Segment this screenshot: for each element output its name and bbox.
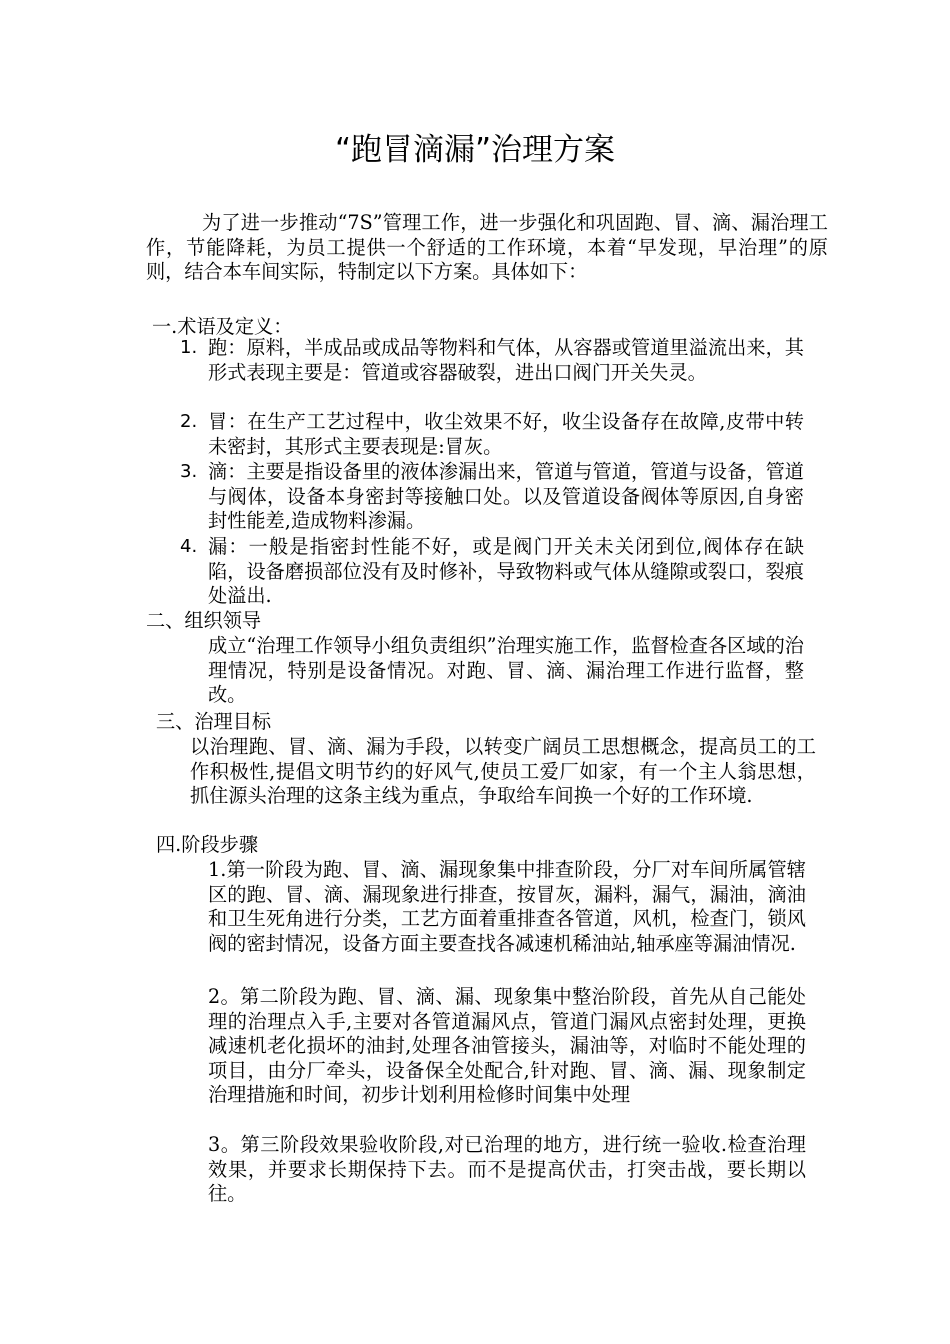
list-number: 4. <box>180 536 198 557</box>
section-heading-steps: 四.阶段步骤 <box>156 833 259 856</box>
list-number: 1. <box>180 337 198 358</box>
definition-text: 滴：主要是指设备里的液体渗漏出来，管道与管道，管道与设备，管道与阀体，设备本身密封等接触口处。以及管道设备阀体等原因,自身密封性能差,造成物料渗漏。 <box>208 460 804 533</box>
section-heading-definitions: 一.术语及定义： <box>152 315 293 338</box>
document-title: “跑冒滴漏”治理方案 <box>334 132 616 168</box>
step-paragraph-1: 1.第一阶段为跑、冒、滴、漏现象集中排查阶段，分厂对车间所属管辖区的跑、冒、滴、漏现象进行排查，按冒灰，漏料，漏气，漏油，滴油和卫生死角进行分类，工艺方面着重排查各管道，风机，检查门，锁风阀的密封情况，设备方面主要查找各减速机稀油站,轴承座等漏油情况. <box>208 858 806 955</box>
section-heading-organization: 二、组织领导 <box>146 609 262 632</box>
definition-text: 冒：在生产工艺过程中，收尘效果不好，收尘设备存在故障,皮带中转未密封，其形式主要表现是:冒灰。 <box>208 410 804 458</box>
definition-text: 跑：原料，半成品或成品等物料和气体，从容器或管道里溢流出来，其形式表现主要是：管道或容器破裂，进出口阀门开关失灵。 <box>208 336 804 384</box>
definition-item-drip <box>180 460 804 534</box>
definition-item-emit <box>180 410 804 459</box>
section-heading-goals: 三、治理目标 <box>156 710 272 733</box>
organization-paragraph: 成立“治理工作领导小组负责组织”治理实施工作，监督检查各区域的治理情况，特别是设备情况。对跑、冒、滴、漏治理工作进行监督，整改。 <box>208 634 804 707</box>
definition-item-leak <box>180 535 804 609</box>
intro-paragraph: 为了进一步推动“7S”管理工作，进一步强化和巩固跑、冒、滴、漏治理工作，节能降耗，为员工提供一个舒适的工作环境，本着“早发现，早治理”的原则，结合本车间实际，特制定以下方案。具体如下： <box>146 211 828 284</box>
list-number: 3. <box>180 461 198 482</box>
step-paragraph-3: 3。第三阶段效果验收阶段,对已治理的地方，进行统一验收.检查治理效果，并要求长期保持下去。而不是提高伏击，打突击战，要长期以往。 <box>208 1133 806 1206</box>
definition-item-run <box>180 336 804 385</box>
list-number: 2. <box>180 411 198 432</box>
definition-text: 漏：一般是指密封性能不好，或是阀门开关未关闭到位,阀体存在缺陷，设备磨损部位没有及时修补，导致物料或气体从缝隙或裂口，裂痕处溢出. <box>208 535 804 608</box>
goals-paragraph: 以治理跑、冒、滴、漏为手段，以转变广阔员工思想概念，提高员工的工作积极性,提倡文明节约的好风气,使员工爱厂如家，有一个主人翁思想，抓住源头治理的这条主线为重点，争取给车间换一个好的工作环境. <box>190 735 816 808</box>
step-paragraph-2: 2。第二阶段为跑、冒、滴、漏、现象集中整治阶段，首先从自己能处理的治理点入手,主要对各管道漏风点，管道门漏风点密封处理，更换减速机老化损坏的油封,处理各油管接头，漏油等，对临时不能处理的项目，由分厂牵头，设备保全处配合,针对跑、冒、滴、漏、现象制定治理措施和时间，初步计划利用检修时间集中处理 <box>208 985 806 1107</box>
